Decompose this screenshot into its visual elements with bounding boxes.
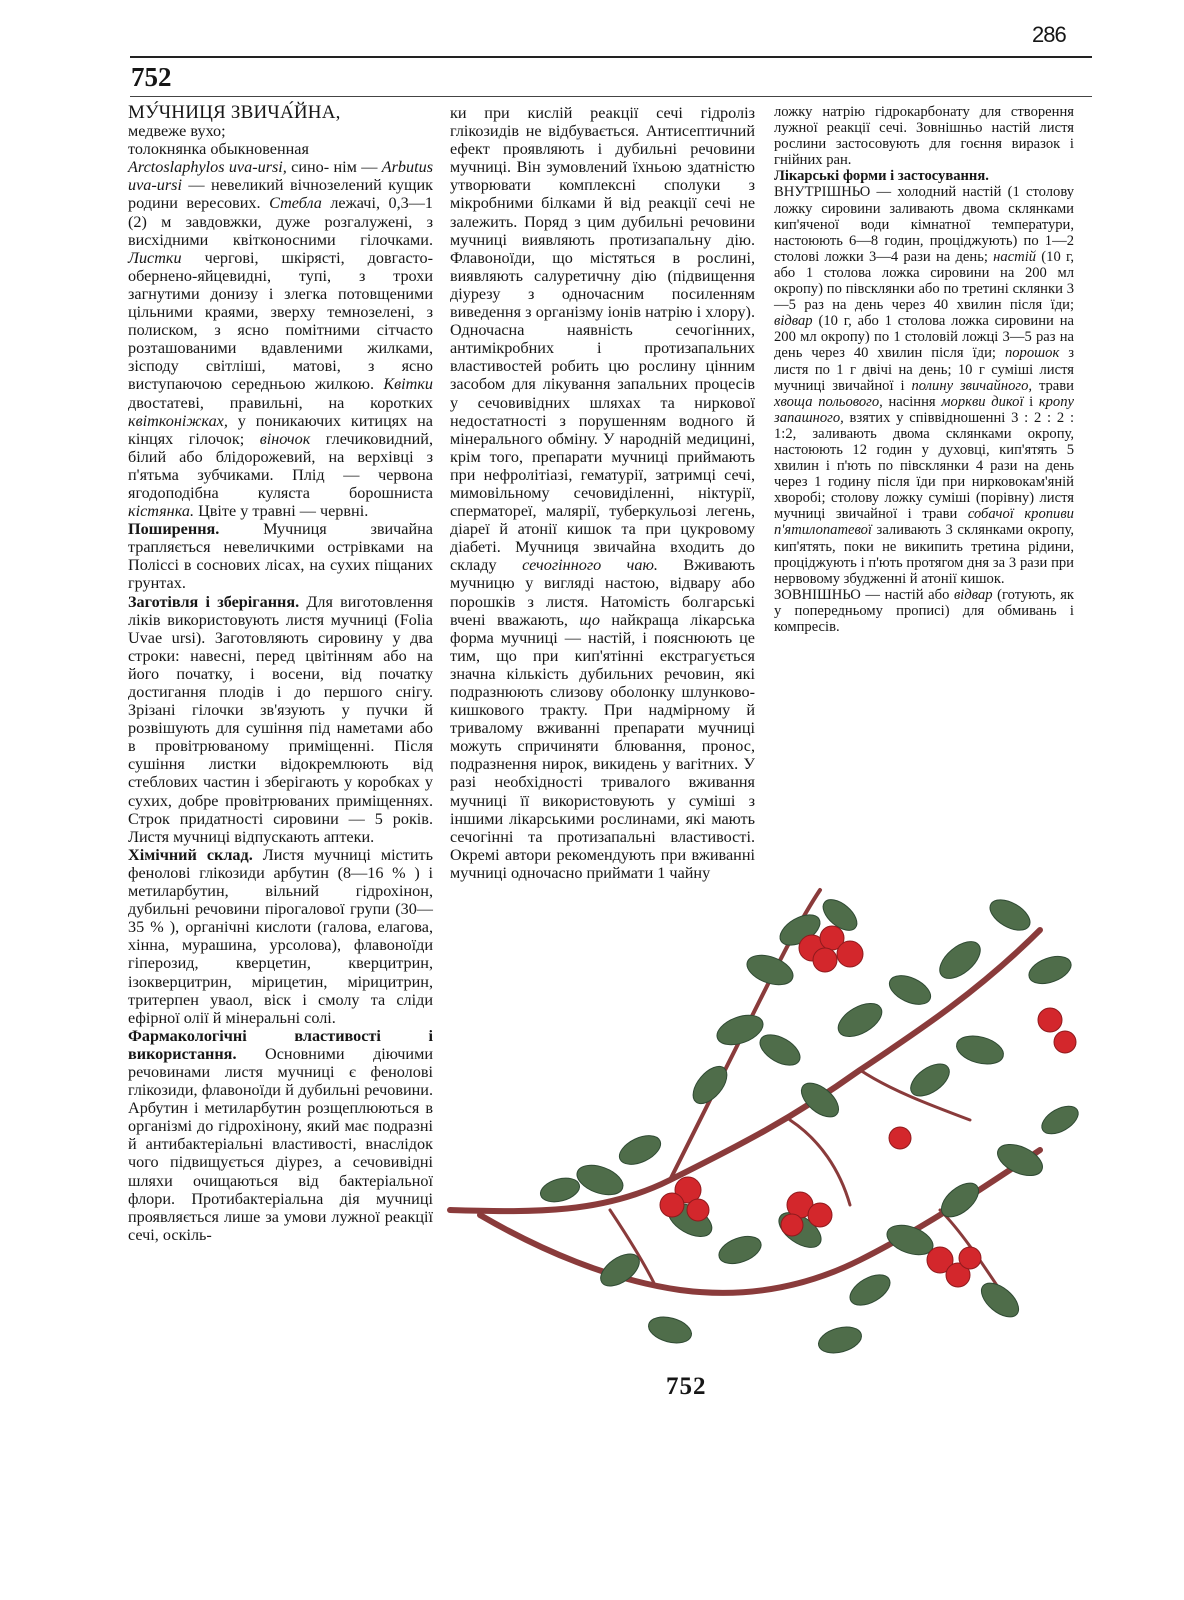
col2-text-1: ки при кислій реакції сечі гідроліз глікозидів не відбувається. Антисептичний ефект проявляють і дубильні речовини мучниці. Він зумовлений їхньою здатністю утворювати комплексні сполуки з мікробними білками й від реакції сечі не залежить. Поряд з цим дубильні речовини мучниці виявляють протизапальну дію. Флавоноїди, що містяться в рослині, виявляють салуретичну дію (підвищення діурезу з одночасним посиленням виведення з організму іонів натрію і хлору). Одночасна наявність сечогінних, антимікробних і протизапальних властивостей робить цю рослину цінним засобом для лікування запальних процесів у сечовивідних шляхах та ниркової недостатності з порушенням водного й мінерального обміну. У народній медицині, крім того, препарати мучниці приймають при нефролітіазі, гематурії, затримці сечі, мимовільному сечовиділенні, ніктурії, сперматореї, малярії, туберкульозі легень, діареї й атонії кишок та при цукровому діабеті. Мучниця звичайна входить до складу [450,104,755,575]
leaf [975,1277,1024,1324]
bearberry-illustration [440,820,1090,1420]
leaf [573,1160,627,1201]
term-lystky: Листки [128,248,182,267]
description-paragraph [128,158,433,520]
col3-continued-paragraph [774,104,1074,168]
heading-harvesting: Заготівля і зберігання. [128,592,300,611]
article-title: МУ́ЧНИЦЯ ЗВИЧА́ЙНА, [128,102,341,123]
text-column-1 [128,104,433,1244]
description-text-7: Цвіте у травні — червні. [194,502,369,521]
heading-forms: Лікарські форми і застосування. [774,168,989,185]
page-number: 286 [1032,22,1066,47]
internal-text-2: холодний настій (1 столову ложку сировини заливають двома склянками кип'яченої води кімнатної температури, настоюють 6—8 годин, проціджують) по 1—2 столові ложки 3—4 рази на день; [774,184,1075,265]
heading-distribution: Поширення. [128,520,220,539]
berry [660,1193,684,1217]
description-text-2: лежачі, 0,3—1 (2) м завдовжки, дуже розгалужені, з висхідними квітконосними гілочками. [128,194,433,249]
leaf [646,1313,695,1348]
russian-name-line [128,140,433,158]
leaf [538,1174,582,1206]
description-text-1: — невеликий вічнозелений кущик родини вересових. [128,176,433,213]
leaf [833,997,888,1044]
internal-text-10: заливають 3 склянками окропу, кип'ятять, поки не википить третина рідини, проціджують і п'ють протягом дня за 3 рази при нервовому збудженні й атонії кишок. [774,522,1074,587]
term-tea: сечогінного чаю. [522,556,658,575]
berry [1038,1008,1062,1032]
berry [687,1199,709,1221]
text-column-2 [450,104,755,882]
term-morkva: моркви дикої [941,393,1024,410]
heading-external: ЗОВНІШНЬО — [774,586,880,603]
description-text-3: чергові, шкірясті, довгасто-обернено-яйцевидні, тупі, з трохи загнутими донизу і злегка потовщеними цільними краями, зверху темнозелені, з полиском, з ясно помітними сітчасто розташованими вдавленими жилками, зісподу світліші, матові, з ясно виступаючою середньою жилкою. [128,248,433,394]
leaf [615,1130,665,1170]
berry [837,941,863,967]
term-krip: кропу запашного, [774,393,1075,426]
berry [781,1214,803,1236]
chemistry-paragraph [128,846,433,1027]
distribution-paragraph [128,520,433,592]
internal-text-7: насіння [882,393,942,410]
leaf [845,1269,895,1312]
leaf [816,1323,865,1358]
term-nastii: настій [993,248,1037,265]
term-khvoshch: хвоща польового, [774,393,883,410]
term-vinochok: віночок [259,429,311,448]
internal-use-paragraph [774,184,1074,586]
heading-pharmacology: Фармакологічні властивості і використання. [128,1026,433,1063]
col2-text-3: найкраща лікарська форма мучниці — настій, і пояснюють це тим, що при кип'ятінні екстрагується значна кількість дубильних речовин, які подразнюють слизову оболонку шлунково-кишкового тракту. При надмірному й тривалому вживанні препарати мучниці можуть спричиняти блювання, пронос, подразнення нирок, викидень у вагітних. У разі необхідності тривалого вживання мучниці її використовують у суміші з іншими лікарськими рослинами, які мають сечогінні та протизапальні властивості. Окремі автори рекомендують при вживанні мучниці одночасно приймати 1 чайну [450,610,755,882]
russian-name: толокнянка обыкновенная [128,140,309,159]
figure-number: 752 [666,1373,707,1400]
term-kistyanka: кістянка. [128,502,195,521]
pharmacology-paragraph [128,1027,433,1244]
berry [808,1203,832,1227]
leaf [1025,951,1075,989]
latin-name: Arctoslaphylos uva-ursi, [128,158,287,177]
leaf [985,894,1035,937]
berry [959,1247,981,1269]
berries [660,926,1076,1287]
article-title-line [128,104,433,122]
heading-internal: ВНУТРІШНЬО — [774,184,892,201]
header-rule [130,96,1092,97]
term-vidvar-2: відвар [953,586,993,603]
internal-text-6: трави [1032,377,1074,394]
col2-text-2: Вживають мучницю у вигляді настою, відвару або порошків з листя. Натомість болгарські вчені вважають, [450,556,755,629]
leaf [885,970,935,1010]
term-poroshok: порошок [1004,345,1060,362]
berry [889,1127,911,1149]
berry [1054,1031,1076,1053]
external-text-12: (готують, як у попередньому прописі) для обмивань і компресів. [774,586,1074,635]
internal-text-8: і [1023,393,1039,410]
article-number: 752 [131,62,172,92]
term-stebla: Стебла [269,194,322,213]
synonym-dash: нім — [333,158,382,177]
forms-heading-line [774,168,1074,184]
distribution-text: Мучниця звичайна трапляється невеличкими острівками на Поліссі в соснових лісах, на сухих піщаних грунтах. [128,520,433,593]
pharmacology-text: Основними діючими речовинами листя мучниці є фенолові глікозиди, флавоноїди й дубильні речовини. Арбутин і метиларбутин розщеплюються в організмі до гідрохінону, який має подразні й антибактеріальні властивості, внаслідок чого підвищується діурез, а сечовивідні шляхи очищаються від бактеріальної флори. Протибактеріальна дія мучниці проявляється лише за умови лужної реакції сечі, оскіль- [128,1044,433,1244]
internal-text-5: з листя по 1 г двічі на день; 10 г суміші листя мучниці звичайної і [774,345,1075,394]
text-column-3 [774,104,1074,635]
harvesting-text: Для виготовлення ліків використовують листя мучниці (Folia Uvae ursi). Заготовляють сировину у два строки: навесні, перед цвітінням або на його початку, і восени, від початку достигання плодів і до першого снігу. Зрізані гілочки зв'язують у пучки й розвішують для сушіння під наметами або в провітрюваному приміщенні. Після сушіння листки відокремлюють від стеблових частин і зберігають у коробках у сухих, добре провітрюваних приміщеннях. Строк придатності сировини — 5 років. Листя мучниці відпускають аптеки. [128,592,433,846]
term-vidvar: відвар [774,313,813,330]
internal-text-4: (10 г, або 1 столова ложка сировини на 200 мл окропу) по 1 столовій ложці 3—5 раз на день через 40 хвилин після їди; [774,313,1074,362]
heading-chemistry: Хімічний склад. [128,845,253,864]
term-kvitkonizhkax: квітконіжках, [128,411,228,430]
external-use-paragraph [774,587,1074,635]
leaf [1037,1100,1083,1139]
description-text-5: у поникаючих китицях на кінцях гілочок; [128,411,433,448]
internal-text-3: (10 г, або 1 столова ложка сировини на 200 мл окропу) по півсклянки або по третині склянки 3—5 раз на день через 40 хвилин після їди; [774,248,1074,314]
leaf [715,1231,765,1269]
leaf [905,1058,955,1103]
term-shcho: що [579,610,600,629]
harvesting-paragraph [128,593,433,846]
internal-text-9: взятих у співвідношенні 3 : 2 : 2 : 1:2, заливають двома склянками окропу, настоюють 12 годин у духовці, кип'ятять 5 хвилин і п'ють по півсклянки 4 рази на день через 1 годину після їди при нирковокам'яній хворобі; столову ложку суміші (порівну) листя мучниці звичайної і трави [774,409,1074,523]
leaf [933,935,986,986]
berry [813,948,837,972]
common-name-line [128,122,433,140]
top-rule [130,56,1092,58]
latin-synonym: Arbutus uva-ursi [128,158,434,195]
term-polyn: полину звичайного, [911,377,1033,394]
common-name: медвеже вухо; [128,122,226,141]
pharmacology-continued-paragraph [450,104,755,882]
leaf [953,1031,1006,1069]
description-text-6: глечиковидний, білий або блідорожевий, на верхівці з п'ятьма зубчиками. Плід — червона ягодоподібна куляста борошниста [128,429,433,502]
col3-text-1: ложку натрію гідрокарбонату для створення лужної реакції сечі. Зовнішньо настій листя рослини застосовують для гоєння виразок і гнійних ран. [774,104,1074,169]
chemistry-text: Листя мучниці містить фенолові глікозиди арбутин (8—16 % ) і метиларбутин, вільний гідрохінон, дубильні речовини пірогалової групи (30—35 % ), органічні кислоти (галова, елагова, хінна, мурашина, урсолова), флавоноїди гіперозид, кверцетин, кверцитрин, ізокверцитрин, мірицетин, мірицитрин, тритерпен уваол, віск і смолу та сліди ефірної олії й мінеральні солі. [128,845,434,1027]
term-kropyva: собачої кропиви п'ятилопатевої [774,506,1074,539]
term-kvitky: Квітки [383,375,433,394]
synonym-word: сино- [286,158,330,177]
description-text-4: двостатеві, правильні, на коротких [128,393,433,412]
external-text-11: настій або [879,586,954,603]
leaf [755,1029,805,1072]
